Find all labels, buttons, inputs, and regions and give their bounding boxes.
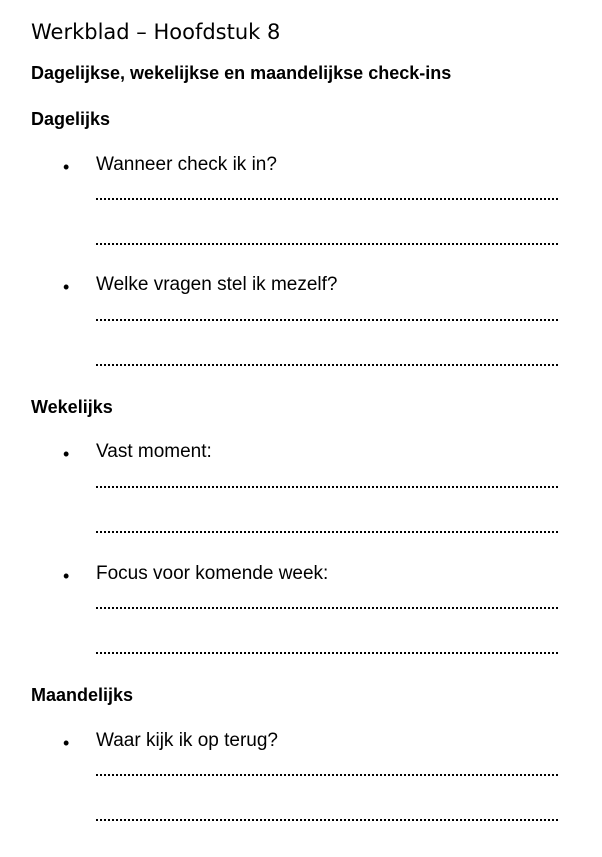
answer-line[interactable] [96, 243, 558, 245]
question-label: Focus voor komende week: [96, 563, 329, 584]
answer-line[interactable] [96, 819, 558, 821]
bullet-icon: • [63, 566, 70, 586]
bullet-icon: • [63, 277, 70, 297]
section-heading-wekelijks: Wekelijks [31, 397, 113, 417]
bullet-icon: • [63, 157, 70, 177]
answer-line[interactable] [96, 486, 558, 488]
answer-line[interactable] [96, 652, 558, 654]
answer-line[interactable] [96, 364, 558, 366]
question-label: Wanneer check ik in? [96, 154, 277, 175]
question-label: Vast moment: [96, 441, 212, 462]
answer-line[interactable] [96, 198, 558, 200]
answer-line[interactable] [96, 319, 558, 321]
answer-line[interactable] [96, 607, 558, 609]
bullet-icon: • [63, 733, 70, 753]
section-heading-maandelijks: Maandelijks [31, 685, 134, 705]
question-label: Waar kijk ik op terug? [96, 730, 278, 751]
bullet-icon: • [63, 444, 70, 464]
page-title: Werkblad – Hoofdstuk 8 [31, 20, 281, 44]
page-subtitle: Dagelijkse, wekelijkse en maandelijkse check-ins [31, 63, 452, 83]
question-label: Welke vragen stel ik mezelf? [96, 274, 338, 295]
section-heading-dagelijks: Dagelijks [31, 109, 111, 129]
answer-line[interactable] [96, 531, 558, 533]
answer-line[interactable] [96, 774, 558, 776]
